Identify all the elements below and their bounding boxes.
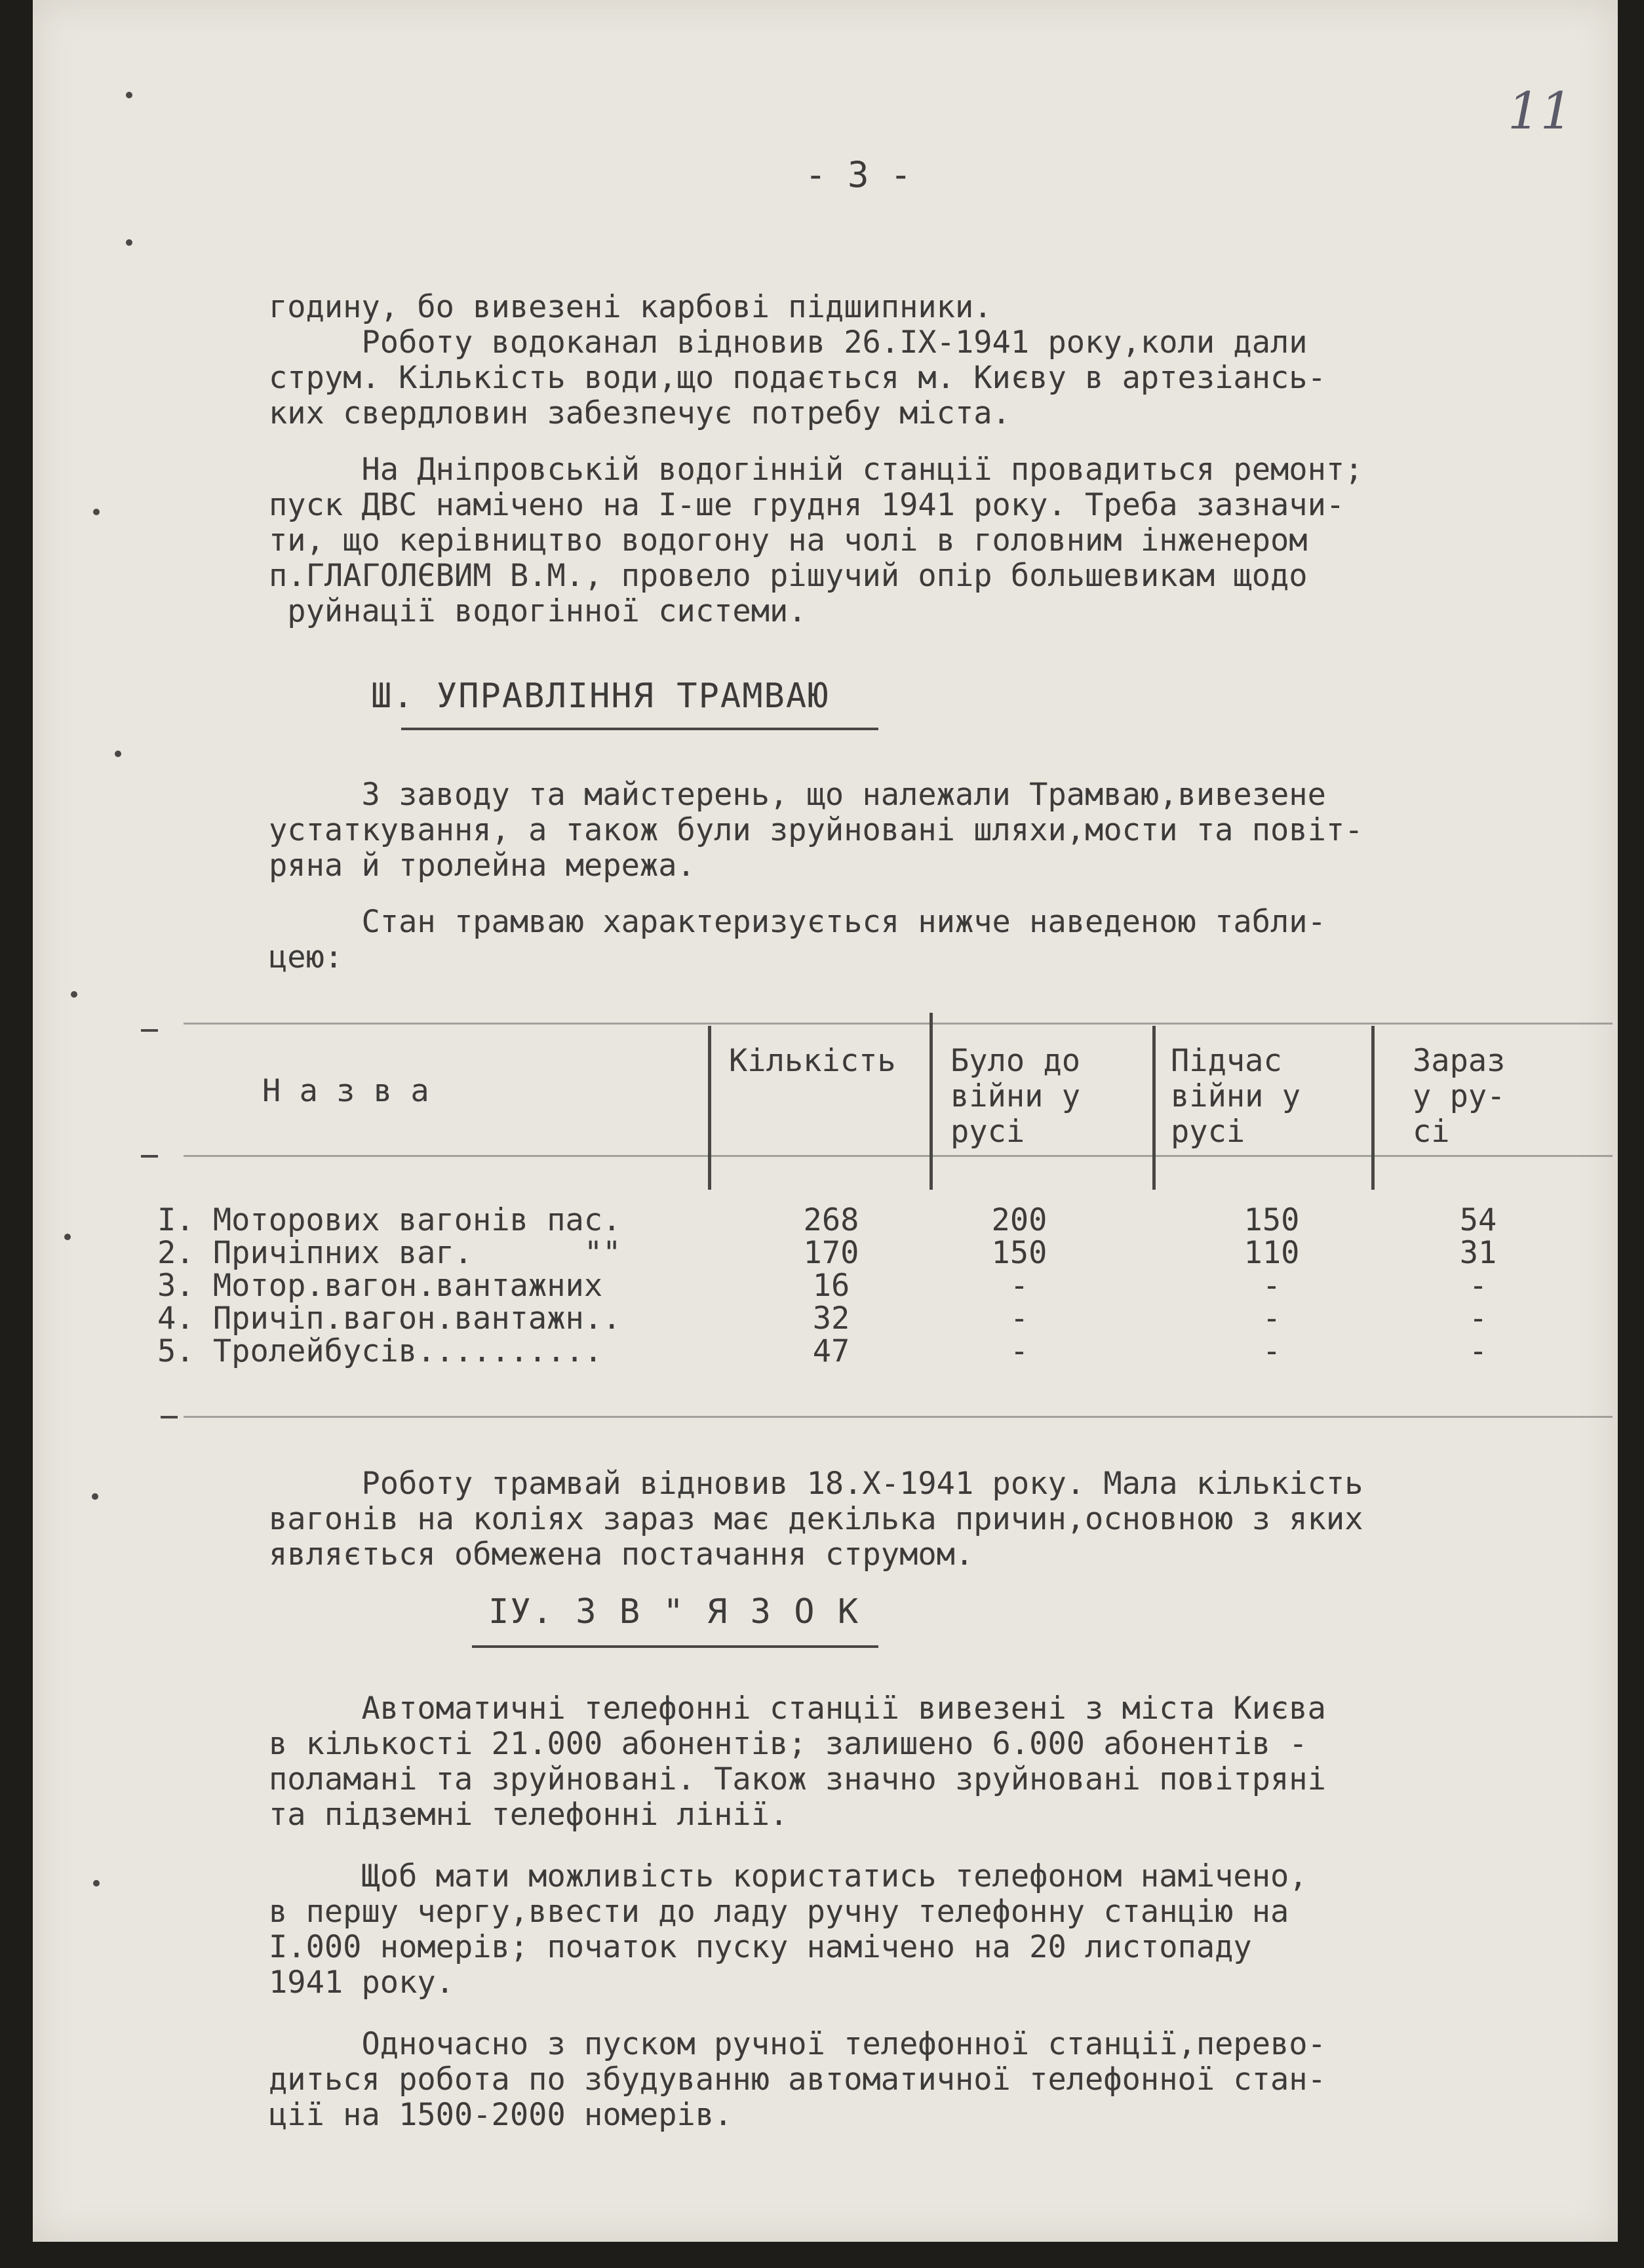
paragraph-line: 1941 року. (269, 1965, 454, 2001)
row-now: 54 (1459, 1202, 1497, 1238)
paragraph-line: устаткування, а також були зруйновані шляхи,мости та повіт- (269, 812, 1363, 848)
row-quantity: 32 (812, 1300, 850, 1337)
row-name: 2. Причіпних ваг. "" (157, 1235, 621, 1271)
paragraph-line: I.000 номерів; початок пуску намічено на 20 листопаду (269, 1929, 1252, 1965)
margin-dash (141, 1029, 158, 1032)
row-before-war: - (1009, 1333, 1029, 1369)
row-before-war: 200 (991, 1202, 1047, 1238)
paragraph-line: вагонів на коліях зараз має декілька причин,основною з яких (269, 1501, 1363, 1537)
header-now: сі (1413, 1114, 1450, 1150)
paragraph-line: цею: (269, 939, 343, 975)
paragraph-line: ких свердловин забезпечує потребу міста. (269, 395, 1011, 431)
header-now: у ру- (1413, 1078, 1506, 1114)
header-before-war: русі (950, 1114, 1025, 1150)
paragraph-line: годину, бо вивезені карбові підшипники. (269, 289, 992, 325)
row-name: 3. Мотор.вагон.вантажних (157, 1268, 603, 1304)
row-now: - (1468, 1268, 1488, 1304)
column-divider (930, 1013, 933, 1190)
row-quantity: 16 (812, 1268, 850, 1304)
margin-mark (115, 751, 121, 757)
row-quantity: 47 (812, 1333, 850, 1369)
row-now: 31 (1459, 1235, 1497, 1271)
paragraph-line: З заводу та майстерень, що належали Трамваю,вивезене (269, 777, 1326, 813)
paragraph-line: Роботу трамвай відновив 18.X-1941 року. Мала кількість (269, 1466, 1363, 1502)
paragraph-line: На Дніпровській водогінній станції провадиться ремонт; (269, 452, 1363, 488)
section-3-underline (401, 728, 878, 730)
section-3-title: Ш. УПРАВЛІННЯ ТРАМВАЮ (371, 676, 830, 716)
row-quantity: 268 (803, 1202, 859, 1238)
row-quantity: 170 (803, 1235, 859, 1271)
row-name: 5. Тролейбусів.......... (157, 1333, 603, 1369)
row-now: - (1468, 1300, 1488, 1337)
paragraph-line: в кількості 21.000 абонентів; залишено 6.000 абонентів - (269, 1726, 1308, 1762)
table-top-rule (184, 1023, 1613, 1025)
margin-dash (141, 1155, 158, 1158)
section-4-title: IУ. З В " Я З О К (488, 1592, 860, 1632)
margin-dash (161, 1416, 178, 1418)
row-during-war: - (1262, 1268, 1282, 1304)
header-during-war: війни у (1171, 1078, 1301, 1114)
table-header-rule (184, 1155, 1613, 1157)
header-before-war: війни у (950, 1078, 1081, 1114)
row-during-war: 150 (1243, 1202, 1300, 1238)
header-name: Н а з в а (262, 1073, 429, 1109)
paragraph-line: руйнації водогінної системи. (269, 593, 807, 629)
row-name: 4. Причіп.вагон.вантажн.. (157, 1300, 621, 1337)
margin-mark (92, 1493, 98, 1500)
page-number: - 3 - (805, 154, 912, 195)
paragraph-line: поламані та зруйновані. Також значно зруйновані повітряні (269, 1761, 1326, 1797)
row-during-war: 110 (1243, 1235, 1300, 1271)
header-during-war: русі (1171, 1114, 1245, 1150)
paragraph-line: ції на 1500-2000 номерів. (269, 2097, 733, 2133)
paragraph-line: ти, що керівництво водогону на чолі в головним інженером (269, 522, 1308, 558)
paragraph-line: струм. Кількість води,що подається м. Києву в артезіансь- (269, 360, 1326, 396)
margin-mark (64, 1234, 71, 1240)
row-before-war: - (1009, 1300, 1029, 1337)
paragraph-line: Стан трамваю характеризується нижче наведеною табли- (269, 904, 1326, 940)
column-divider (708, 1026, 711, 1190)
margin-mark (71, 991, 77, 998)
paragraph-line: Одночасно з пуском ручної телефонної станції,перево- (269, 2026, 1326, 2062)
margin-mark (126, 92, 132, 98)
paragraph-line: в першу чергу,ввести до ладу ручну телефонну станцію на (269, 1894, 1289, 1930)
paragraph-line: п.ГЛАГОЛЄВИМ В.М., провело рішучий опір большевикам щодо (269, 558, 1308, 594)
paragraph-line: та підземні телефонні лінії. (269, 1797, 789, 1833)
header-now: Зараз (1413, 1043, 1506, 1079)
row-before-war: - (1009, 1268, 1029, 1304)
header-during-war: Підчас (1171, 1043, 1282, 1079)
row-during-war: - (1262, 1300, 1282, 1337)
paragraph-line: диться робота по збудуванню автоматичної телефонної стан- (269, 2062, 1326, 2098)
paragraph-line: являється обмежена постачання струмом. (269, 1536, 974, 1573)
margin-mark (93, 509, 100, 515)
paragraph-line: Автоматичні телефонні станції вивезені з міста Києва (269, 1691, 1326, 1727)
handwritten-folio-number: 11 (1508, 82, 1573, 141)
column-divider (1371, 1026, 1375, 1190)
header-before-war: Було до (950, 1043, 1081, 1079)
row-name: I. Моторових вагонів пас. (157, 1202, 621, 1238)
paragraph-line: Роботу водоканал відновив 26.IX-1941 року,коли дали (269, 324, 1308, 361)
row-during-war: - (1262, 1333, 1282, 1369)
column-divider (1152, 1026, 1156, 1190)
section-4-underline (472, 1645, 878, 1648)
margin-mark (126, 239, 132, 246)
header-quantity: Кількість (729, 1043, 896, 1079)
paragraph-line: Щоб мати можливість користатись телефоном намічено, (269, 1858, 1308, 1894)
paragraph-line: ряна й тролейна мережа. (269, 848, 695, 884)
row-before-war: 150 (991, 1235, 1047, 1271)
margin-mark (93, 1880, 100, 1887)
table-bottom-rule (184, 1416, 1613, 1418)
paragraph-line: пуск ДВС намічено на I-ше грудня 1941 року. Треба зазначи- (269, 487, 1345, 523)
row-now: - (1468, 1333, 1488, 1369)
